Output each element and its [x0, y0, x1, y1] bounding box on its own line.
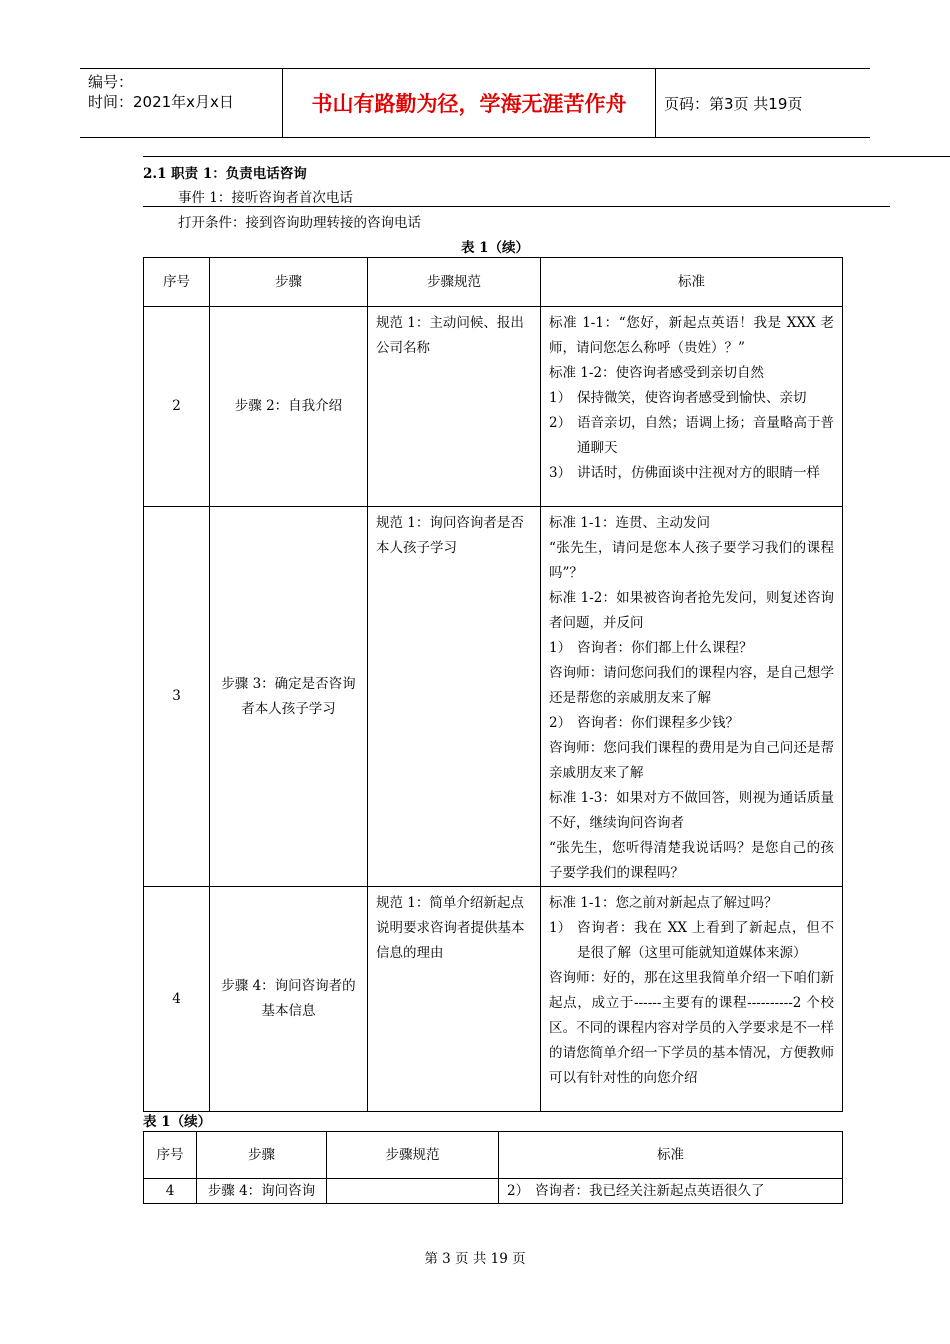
standard-line: 咨询师：好的，那在这里我简单介绍一下咱们新起点，成立于------主要有的课程----------2 个校区。不同的课程内容对学员的入学要求是不一样的请您简单介绍一下学员的基本情况，方便教师可以有针对性的向您介绍 — [549, 970, 834, 1086]
list-text: 咨询者：我在 XX 上看到了新起点，但不是很了解（这里可能就知道媒体来源） — [577, 920, 834, 961]
row-no: 4 — [144, 1179, 197, 1204]
list-text: 语音亲切，自然；语调上扬；音量略高于普通聊天 — [577, 415, 834, 456]
list-number: 1） — [549, 390, 572, 406]
standard-line: 标准 1-1：您之前对新起点了解过吗？ — [549, 895, 778, 911]
list-text: 讲话时，仿佛面谈中注视对方的眼睛一样 — [577, 465, 820, 481]
list-text: 咨询者：我已经关注新起点英语很久了 — [535, 1183, 765, 1199]
col-header-no: 序号 — [144, 1132, 197, 1179]
standard-line: “张先生，您听得清楚我说话吗？是您自己的孩子要学我们的课程吗？ — [549, 840, 834, 881]
standard-list-item — [549, 711, 834, 736]
row-standard — [541, 307, 843, 507]
condition-line: 打开条件：接到咨询助理转接的咨询电话 — [178, 215, 421, 231]
header-meta-cell — [80, 69, 283, 137]
standard-list-item — [549, 411, 834, 461]
row-step: 步骤 3：确定是否咨询者本人孩子学习 — [210, 507, 368, 887]
standard-list-item — [549, 916, 834, 966]
list-number: 1） — [549, 640, 572, 656]
standard-line: 标准 1-2：使咨询者感受到亲切自然 — [549, 365, 765, 381]
header-page-info: 页码：第3页 共19页 — [664, 94, 803, 113]
standard-list-item — [549, 636, 834, 661]
list-number: 2） — [507, 1183, 530, 1199]
col-header-spec: 步骤规范 — [368, 258, 541, 307]
table-row — [144, 887, 843, 1112]
list-text: 保持微笑，使咨询者感受到愉快、亲切 — [577, 390, 807, 406]
row-standard — [541, 507, 843, 887]
section-heading: 2.1 职责 1：负责电话咨询 — [143, 166, 307, 182]
row-spec: 规范 1：主动问候、报出公司名称 — [368, 307, 541, 507]
standard-list-item — [549, 461, 834, 486]
table2-caption: 表 1（续） — [143, 1114, 212, 1130]
row-no: 4 — [144, 887, 210, 1112]
row-standard — [499, 1179, 843, 1204]
table1-caption: 表 1（续） — [460, 240, 530, 256]
col-header-no: 序号 — [144, 258, 210, 307]
list-number: 3） — [549, 465, 572, 481]
standard-line: “张先生，请问是您本人孩子要学习我们的课程吗”？ — [549, 540, 834, 581]
col-header-standard: 标准 — [541, 258, 843, 307]
event-rule — [143, 206, 890, 207]
col-header-step: 步骤 — [210, 258, 368, 307]
row-step: 步骤 4：询问咨询 — [197, 1179, 327, 1204]
doc-time-label: 时间：2021年x月x日 — [88, 93, 234, 111]
table-header-row — [144, 258, 843, 307]
standard-line: 咨询师：请问您问我们的课程内容，是自己想学还是帮您的亲戚朋友来了解 — [549, 665, 834, 706]
section-top-rule — [143, 156, 950, 157]
standard-list-item — [507, 1179, 834, 1203]
header-motto: 书山有路勤为径，学海无涯苦作舟 — [283, 69, 656, 137]
row-spec — [327, 1179, 499, 1204]
col-header-spec: 步骤规范 — [327, 1132, 499, 1179]
table-row — [144, 507, 843, 887]
list-number: 2） — [549, 415, 572, 431]
list-number: 1） — [549, 920, 572, 936]
list-text: 咨询者：你们都上什么课程？ — [577, 640, 753, 656]
event-line: 事件 1：接听咨询者首次电话 — [178, 190, 353, 206]
doc-code-label: 编号： — [88, 73, 134, 91]
table-row — [144, 307, 843, 507]
list-number: 2） — [549, 715, 572, 731]
table-header-row — [144, 1132, 843, 1179]
row-step: 步骤 2：自我介绍 — [210, 307, 368, 507]
row-no: 3 — [144, 507, 210, 887]
standard-line: 标准 1-2：如果被咨询者抢先发问，则复述咨询者问题，并反问 — [549, 590, 834, 631]
standard-line: 标准 1-3：如果对方不做回答，则视为通话质量不好，继续询问咨询者 — [549, 790, 834, 831]
row-spec: 规范 1：询问咨询者是否本人孩子学习 — [368, 507, 541, 887]
page-header — [80, 68, 870, 138]
standard-line: 咨询师：您问我们课程的费用是为自己问还是帮亲戚朋友来了解 — [549, 740, 834, 781]
table-row — [144, 1179, 843, 1204]
row-spec: 规范 1：简单介绍新起点说明要求咨询者提供基本信息的理由 — [368, 887, 541, 1112]
row-no: 2 — [144, 307, 210, 507]
procedure-table — [143, 257, 843, 1112]
col-header-step: 步骤 — [197, 1132, 327, 1179]
standard-line: 标准 1-1：“您好，新起点英语！我是 XXX 老师，请问您怎么称呼（贵姓）？” — [549, 315, 834, 356]
standard-line: 标准 1-1：连贯、主动发问 — [549, 515, 711, 531]
list-text: 咨询者：你们课程多少钱？ — [577, 715, 739, 731]
standard-list-item — [549, 386, 834, 411]
row-step: 步骤 4：询问咨询者的基本信息 — [210, 887, 368, 1112]
page-footer: 第 3 页 共 19 页 — [424, 1251, 526, 1267]
procedure-table-continued — [143, 1131, 843, 1204]
col-header-standard: 标准 — [499, 1132, 843, 1179]
row-standard — [541, 887, 843, 1112]
